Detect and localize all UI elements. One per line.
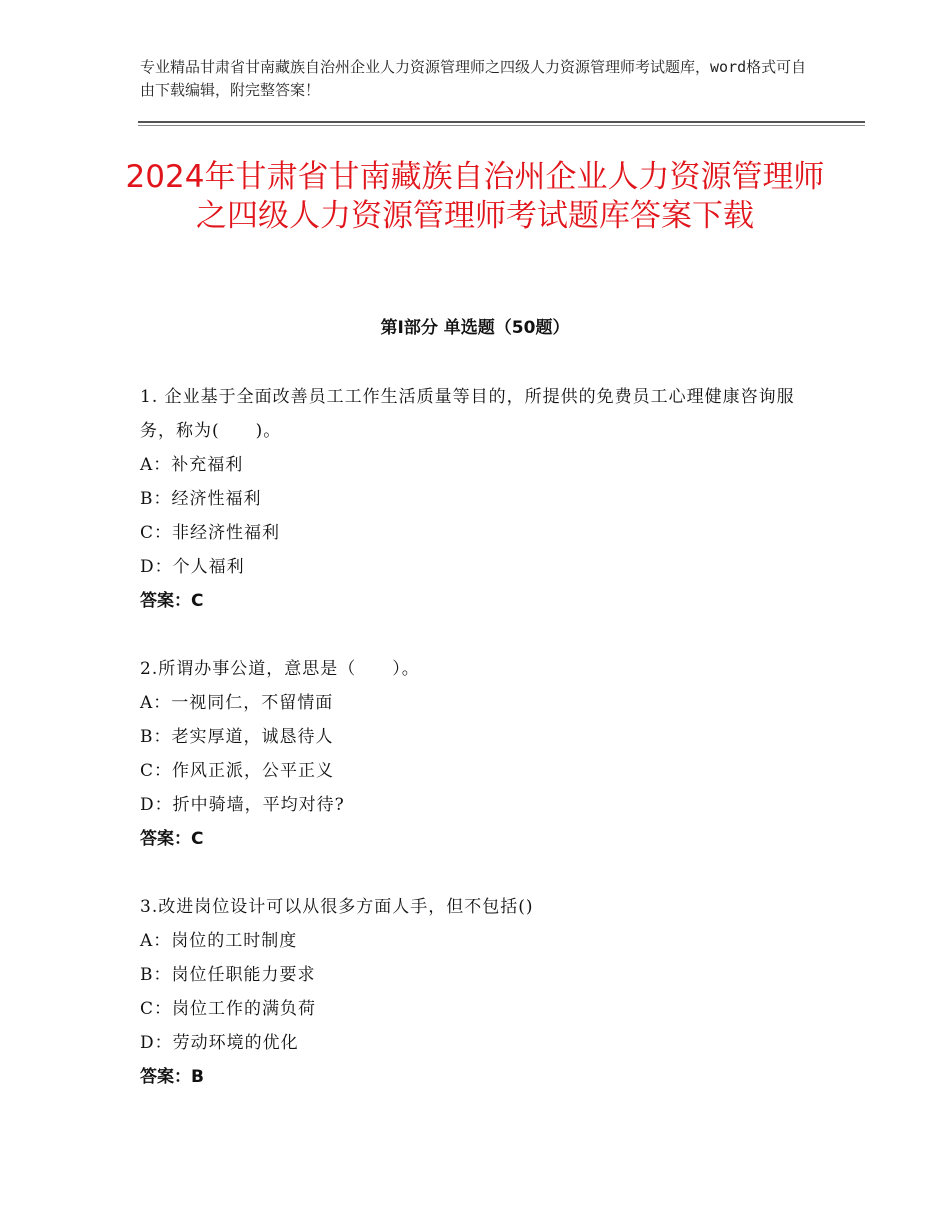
header-divider-thin [138, 125, 865, 126]
question-3 [140, 890, 820, 1094]
question-stem: 1. 企业基于全面改善员工工作生活质量等目的，所提供的免费员工心理健康咨询服务，称为( )。 [140, 387, 795, 441]
question-stem: 2.所谓办事公道，意思是（ ）。 [140, 659, 420, 679]
option-a: A：补充福利 [140, 455, 244, 475]
option-b: B：岗位任职能力要求 [140, 965, 316, 985]
header-note: 专业精品甘肃省甘南藏族自治州企业人力资源管理师之四级人力资源管理师考试题库，word格式可自由下载编辑，附完整答案！ [140, 58, 807, 99]
option-d: D：劳动环境的优化 [140, 1033, 299, 1053]
question-1 [140, 380, 820, 618]
question-2 [140, 652, 820, 856]
option-b: B：老实厚道，诚恳待人 [140, 727, 334, 747]
option-c: C：作风正派，公平正义 [140, 761, 335, 781]
option-a: A：一视同仁，不留情面 [140, 693, 334, 713]
answer-line: 答案：C [140, 591, 204, 611]
section-heading: 第Ⅰ部分 单选题（50题） [380, 318, 570, 338]
option-d: D：折中骑墙，平均对待? [140, 795, 345, 815]
document-title: 2024年甘肃省甘南藏族自治州企业人力资源管理师之四级人力资源管理师考试题库答案下载 [125, 159, 825, 234]
question-list [140, 380, 820, 1128]
option-c: C：岗位工作的满负荷 [140, 999, 317, 1019]
answer-line: 答案：B [140, 1067, 204, 1087]
option-c: C：非经济性福利 [140, 523, 281, 543]
header-divider [138, 121, 865, 123]
option-b: B：经济性福利 [140, 489, 262, 509]
option-d: D：个人福利 [140, 557, 245, 577]
option-a: A：岗位的工时制度 [140, 931, 298, 951]
answer-line: 答案：C [140, 829, 204, 849]
question-stem: 3.改进岗位设计可以从很多方面人手，但不包括() [140, 897, 534, 917]
